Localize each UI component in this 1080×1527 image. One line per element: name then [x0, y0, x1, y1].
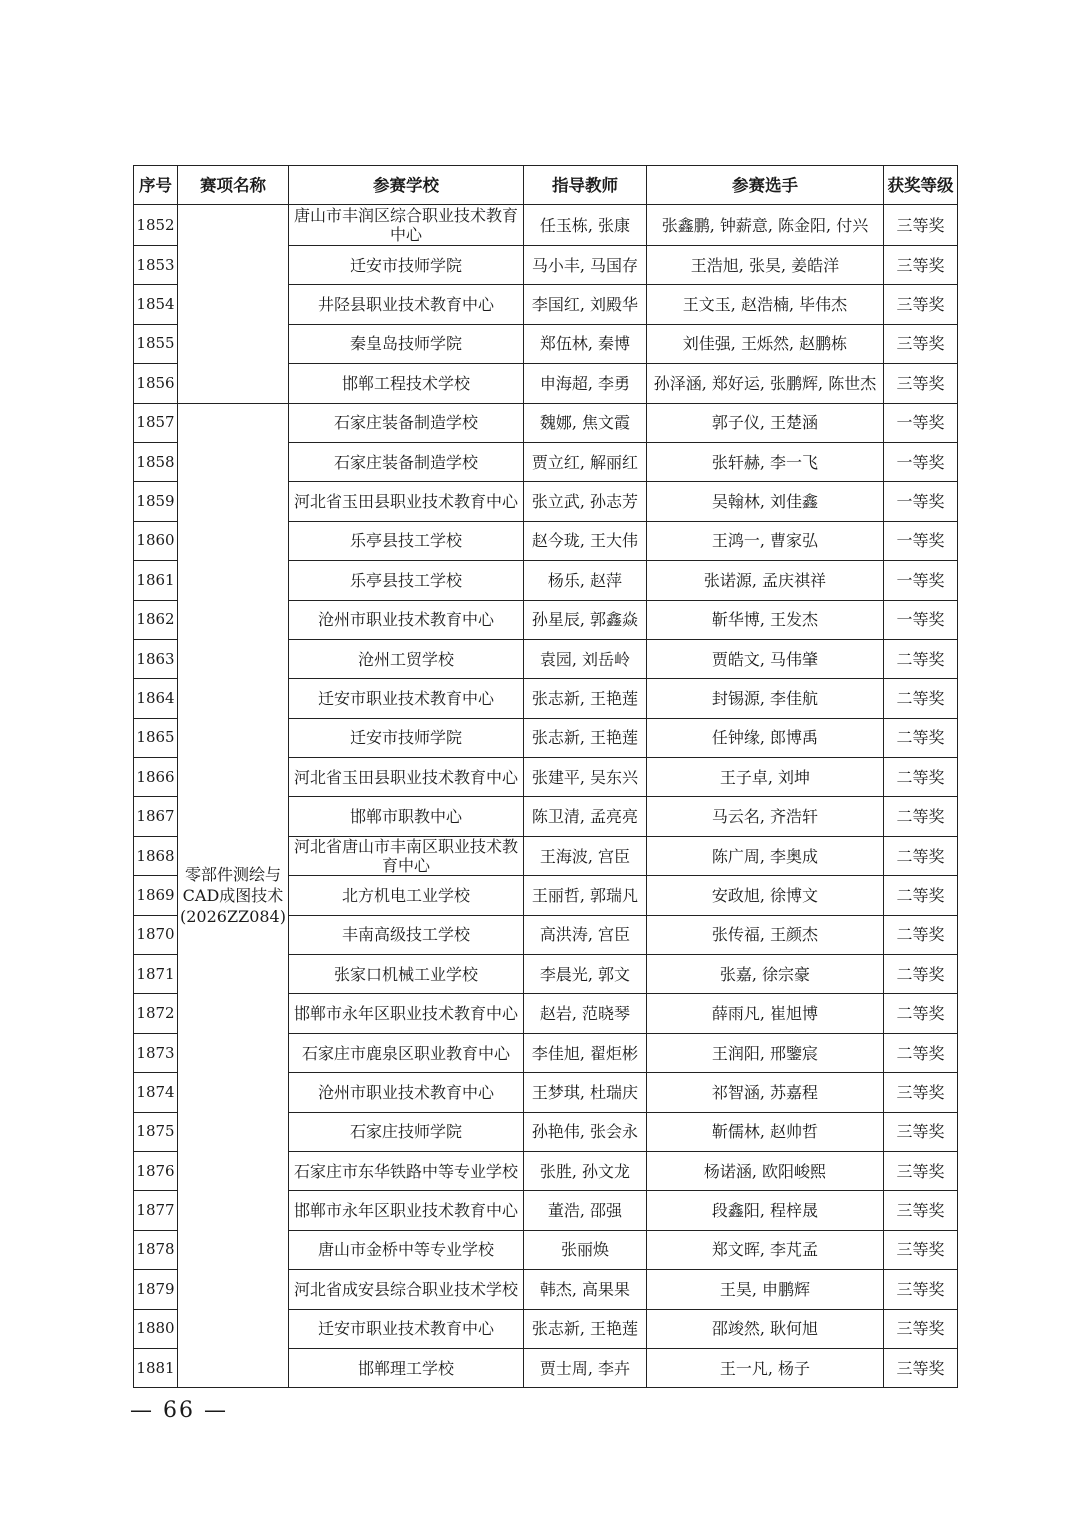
cell-teachers: 赵今珑, 王大伟: [523, 521, 646, 560]
cell-school: 丰南高级技工学校: [288, 915, 523, 954]
cell-teachers: 任玉栋, 张康: [523, 205, 646, 246]
page-number: — 66 —: [130, 1398, 228, 1423]
cell-award: 三等奖: [883, 364, 957, 403]
cell-teachers: 张志新, 王艳莲: [523, 679, 646, 718]
cell-players: 薛雨凡, 崔旭博: [646, 994, 883, 1033]
cell-players: 段鑫阳, 程梓晟: [646, 1191, 883, 1230]
cell-teachers: 韩杰, 高果果: [523, 1270, 646, 1309]
cell-award: 三等奖: [883, 1151, 957, 1190]
header-school: 参赛学校: [288, 166, 523, 205]
cell-teachers: 孙艳伟, 张会永: [523, 1112, 646, 1151]
cell-teachers: 李晨光, 郭文: [523, 955, 646, 994]
cell-index: 1876: [134, 1151, 178, 1190]
cell-award: 一等奖: [883, 561, 957, 600]
cell-school: 邯郸市永年区职业技术教育中心: [288, 994, 523, 1033]
cell-index: 1871: [134, 955, 178, 994]
cell-award: 一等奖: [883, 521, 957, 560]
cell-award: 一等奖: [883, 600, 957, 639]
cell-teachers: 陈卫清, 孟亮亮: [523, 797, 646, 836]
cell-teachers: 王海波, 宫臣: [523, 836, 646, 875]
cell-players: 封锡源, 李佳航: [646, 679, 883, 718]
cell-index: 1854: [134, 285, 178, 324]
cell-school: 北方机电工业学校: [288, 876, 523, 915]
cell-award: 三等奖: [883, 324, 957, 363]
cell-award: 二等奖: [883, 758, 957, 797]
cell-index: 1879: [134, 1270, 178, 1309]
header-teachers: 指导教师: [523, 166, 646, 205]
cell-players: 郭子仪, 王楚涵: [646, 403, 883, 442]
cell-index: 1858: [134, 442, 178, 481]
cell-players: 邵竣然, 耿何旭: [646, 1309, 883, 1348]
cell-index: 1859: [134, 482, 178, 521]
cell-teachers: 袁园, 刘岳岭: [523, 639, 646, 678]
cell-school: 邯郸理工学校: [288, 1348, 523, 1387]
cell-teachers: 孙星辰, 郭鑫焱: [523, 600, 646, 639]
cell-teachers: 张志新, 王艳莲: [523, 1309, 646, 1348]
cell-award: 二等奖: [883, 639, 957, 678]
cell-award: 三等奖: [883, 205, 957, 246]
cell-teachers: 贾士周, 李卉: [523, 1348, 646, 1387]
cell-players: 杨诺涵, 欧阳峻熙: [646, 1151, 883, 1190]
cell-award: 一等奖: [883, 403, 957, 442]
cell-award: 三等奖: [883, 1230, 957, 1269]
cell-players: 张轩赫, 李一飞: [646, 442, 883, 481]
cell-teachers: 杨乐, 赵萍: [523, 561, 646, 600]
cell-school: 石家庄市鹿泉区职业教育中心: [288, 1033, 523, 1072]
cell-players: 王润阳, 邢鑒宸: [646, 1033, 883, 1072]
cell-teachers: 高洪涛, 宫臣: [523, 915, 646, 954]
cell-players: 孙泽涵, 郑好运, 张鹏辉, 陈世杰: [646, 364, 883, 403]
cell-school: 邯郸市职教中心: [288, 797, 523, 836]
cell-teachers: 张胜, 孙文龙: [523, 1151, 646, 1190]
cell-teachers: 董浩, 邵强: [523, 1191, 646, 1230]
cell-index: 1874: [134, 1073, 178, 1112]
cell-school: 河北省成安县综合职业技术学校: [288, 1270, 523, 1309]
cell-index: 1861: [134, 561, 178, 600]
cell-players: 刘佳强, 王烁然, 赵鹏栋: [646, 324, 883, 363]
table-body: [134, 205, 958, 1388]
cell-teachers: 贾立红, 解丽红: [523, 442, 646, 481]
cell-teachers: 张建平, 吴东兴: [523, 758, 646, 797]
cell-teachers: 申海超, 李勇: [523, 364, 646, 403]
cell-index: 1873: [134, 1033, 178, 1072]
cell-index: 1870: [134, 915, 178, 954]
table-header-row: [134, 166, 958, 205]
cell-school: 唐山市金桥中等专业学校: [288, 1230, 523, 1269]
cell-players: 王浩旭, 张昊, 姜皓洋: [646, 246, 883, 285]
cell-school: 石家庄装备制造学校: [288, 442, 523, 481]
cell-award: 三等奖: [883, 1309, 957, 1348]
cell-teachers: 王梦琪, 杜瑞庆: [523, 1073, 646, 1112]
header-players: 参赛选手: [646, 166, 883, 205]
cell-school: 秦皇岛技师学院: [288, 324, 523, 363]
cell-school: 邯郸工程技术学校: [288, 364, 523, 403]
cell-players: 张鑫鹏, 钟薪意, 陈金阳, 付兴: [646, 205, 883, 246]
cell-index: 1864: [134, 679, 178, 718]
cell-index: 1868: [134, 836, 178, 875]
cell-school: 乐亭县技工学校: [288, 561, 523, 600]
cell-players: 张诺源, 孟庆祺祥: [646, 561, 883, 600]
cell-players: 王昊, 申鹏辉: [646, 1270, 883, 1309]
results-table: [133, 165, 958, 1388]
cell-award: 一等奖: [883, 482, 957, 521]
results-table-container: [133, 165, 958, 1388]
cell-school: 河北省玉田县职业技术教育中心: [288, 758, 523, 797]
cell-award: 二等奖: [883, 1033, 957, 1072]
cell-teachers: 魏娜, 焦文霞: [523, 403, 646, 442]
cell-teachers: 张丽焕: [523, 1230, 646, 1269]
cell-teachers: 李佳旭, 翟炬彬: [523, 1033, 646, 1072]
cell-school: 河北省唐山市丰南区职业技术教育中心: [288, 836, 523, 875]
cell-teachers: 郑伍林, 秦博: [523, 324, 646, 363]
cell-school: 乐亭县技工学校: [288, 521, 523, 560]
cell-school: 张家口机械工业学校: [288, 955, 523, 994]
cell-index: 1860: [134, 521, 178, 560]
cell-school: 迁安市技师学院: [288, 246, 523, 285]
table-row: [134, 403, 958, 442]
cell-index: 1853: [134, 246, 178, 285]
cell-index: 1862: [134, 600, 178, 639]
table-row: [134, 205, 958, 246]
cell-award: 三等奖: [883, 1191, 957, 1230]
cell-index: 1855: [134, 324, 178, 363]
cell-school: 沧州市职业技术教育中心: [288, 1073, 523, 1112]
cell-teachers: 王丽哲, 郭瑞凡: [523, 876, 646, 915]
cell-school: 石家庄市东华铁路中等专业学校: [288, 1151, 523, 1190]
cell-award: 二等奖: [883, 679, 957, 718]
cell-players: 马云名, 齐浩轩: [646, 797, 883, 836]
cell-players: 靳华博, 王发杰: [646, 600, 883, 639]
cell-index: 1852: [134, 205, 178, 246]
cell-school: 唐山市丰润区综合职业技术教育中心: [288, 205, 523, 246]
cell-award: 二等奖: [883, 836, 957, 875]
cell-school: 邯郸市永年区职业技术教育中心: [288, 1191, 523, 1230]
cell-index: 1857: [134, 403, 178, 442]
cell-players: 任钟缘, 郎博禹: [646, 718, 883, 757]
cell-index: 1866: [134, 758, 178, 797]
cell-players: 王子卓, 刘坤: [646, 758, 883, 797]
cell-award: 二等奖: [883, 955, 957, 994]
cell-players: 王文玉, 赵浩楠, 毕伟杰: [646, 285, 883, 324]
cell-teachers: 马小丰, 马国存: [523, 246, 646, 285]
cell-award: 一等奖: [883, 442, 957, 481]
cell-index: 1877: [134, 1191, 178, 1230]
cell-award: 三等奖: [883, 1112, 957, 1151]
cell-award: 二等奖: [883, 876, 957, 915]
cell-school: 井陉县职业技术教育中心: [288, 285, 523, 324]
cell-school: 沧州市职业技术教育中心: [288, 600, 523, 639]
cell-players: 王一凡, 杨子: [646, 1348, 883, 1387]
cell-school: 迁安市技师学院: [288, 718, 523, 757]
cell-award: 二等奖: [883, 718, 957, 757]
cell-players: 张嘉, 徐宗豪: [646, 955, 883, 994]
cell-school: 石家庄技师学院: [288, 1112, 523, 1151]
cell-award: 三等奖: [883, 1348, 957, 1387]
cell-index: 1865: [134, 718, 178, 757]
cell-school: 迁安市职业技术教育中心: [288, 1309, 523, 1348]
cell-school: 河北省玉田县职业技术教育中心: [288, 482, 523, 521]
cell-players: 祁智涵, 苏嘉程: [646, 1073, 883, 1112]
cell-teachers: 赵岩, 范晓琴: [523, 994, 646, 1033]
cell-award: 三等奖: [883, 246, 957, 285]
cell-index: 1880: [134, 1309, 178, 1348]
cell-players: 吴翰林, 刘佳鑫: [646, 482, 883, 521]
cell-players: 贾皓文, 马伟肇: [646, 639, 883, 678]
cell-teachers: 张志新, 王艳莲: [523, 718, 646, 757]
cell-award: 三等奖: [883, 1073, 957, 1112]
header-index: 序号: [134, 166, 178, 205]
cell-school: 迁安市职业技术教育中心: [288, 679, 523, 718]
cell-index: 1856: [134, 364, 178, 403]
cell-award: 二等奖: [883, 915, 957, 954]
cell-teachers: 李国红, 刘殿华: [523, 285, 646, 324]
cell-players: 安政旭, 徐博文: [646, 876, 883, 915]
cell-event-name: 零部件测绘与CAD成图技术(2026ZZ084): [178, 403, 289, 1388]
cell-index: 1863: [134, 639, 178, 678]
cell-award: 二等奖: [883, 797, 957, 836]
cell-index: 1881: [134, 1348, 178, 1387]
cell-index: 1878: [134, 1230, 178, 1269]
cell-event-name: [178, 205, 289, 404]
cell-index: 1875: [134, 1112, 178, 1151]
cell-index: 1869: [134, 876, 178, 915]
cell-players: 王鸿一, 曹家弘: [646, 521, 883, 560]
cell-index: 1872: [134, 994, 178, 1033]
header-award: 获奖等级: [883, 166, 957, 205]
cell-players: 张传福, 王颜杰: [646, 915, 883, 954]
cell-award: 三等奖: [883, 285, 957, 324]
cell-award: 二等奖: [883, 994, 957, 1033]
cell-players: 陈广周, 李奥成: [646, 836, 883, 875]
cell-index: 1867: [134, 797, 178, 836]
cell-players: 郑文晖, 李芃孟: [646, 1230, 883, 1269]
cell-award: 三等奖: [883, 1270, 957, 1309]
cell-school: 沧州工贸学校: [288, 639, 523, 678]
header-event: 赛项名称: [178, 166, 289, 205]
cell-school: 石家庄装备制造学校: [288, 403, 523, 442]
cell-players: 靳儒林, 赵帅哲: [646, 1112, 883, 1151]
cell-teachers: 张立武, 孙志芳: [523, 482, 646, 521]
